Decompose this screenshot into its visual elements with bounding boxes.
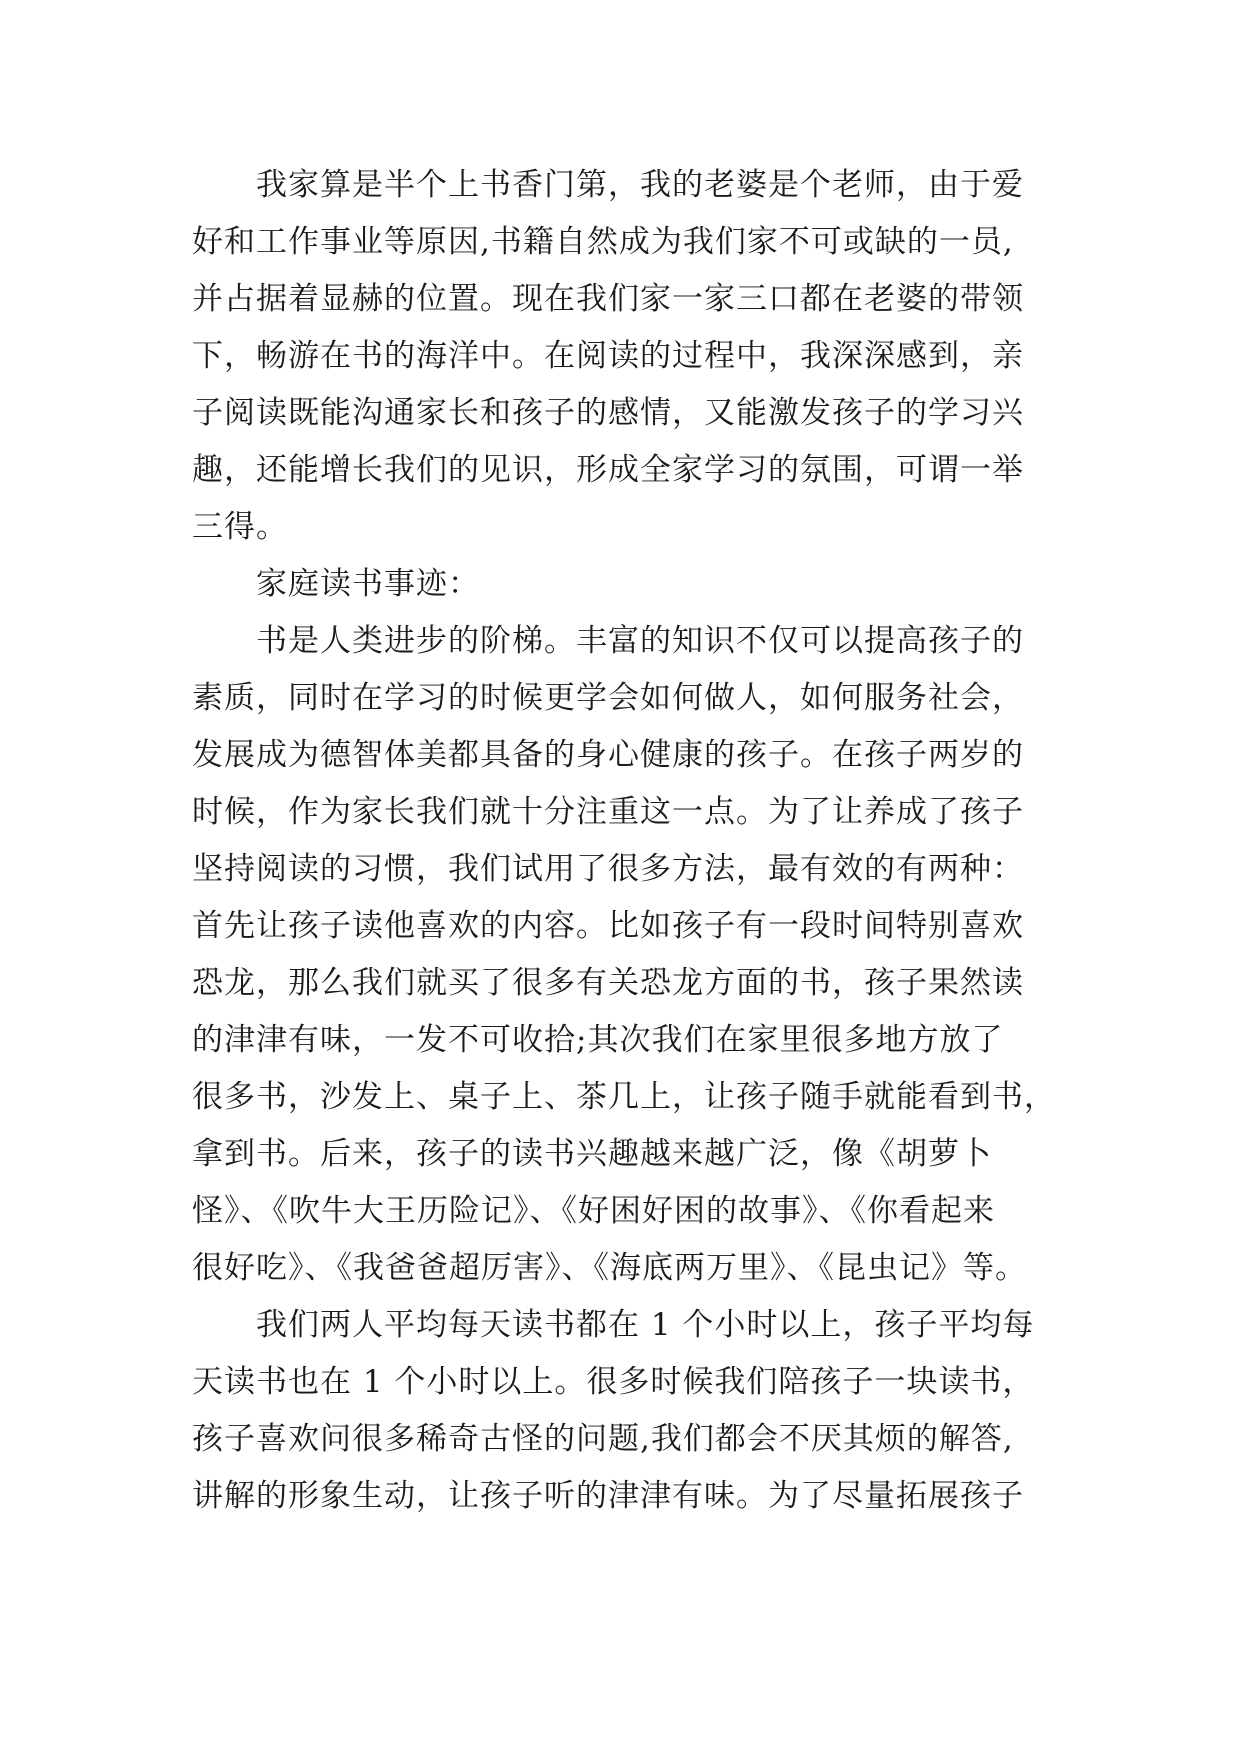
text-line: 时候，作为家长我们就十分注重这一点。为了让养成了孩子	[192, 794, 1024, 830]
text-line: 素质，同时在学习的时候更学会如何做人，如何服务社会，	[192, 680, 1024, 716]
text-line: 好和工作事业等原因,书籍自然成为我们家不可或缺的一员,	[192, 224, 1014, 260]
text-line: 我们两人平均每天读书都在 1 个小时以上，孩子平均每	[256, 1307, 1035, 1343]
text-line: 讲解的形象生动，让孩子听的津津有味。为了尽量拓展孩子	[192, 1478, 1024, 1514]
section-heading	[192, 556, 1072, 613]
text-line: 很好吃》、《我爸爸超厉害》、《海底两万里》、《昆虫记》等。	[192, 1250, 1027, 1286]
paragraph-daily-reading	[192, 1297, 1072, 1525]
text-line: 坚持阅读的习惯，我们试用了很多方法，最有效的有两种：	[192, 851, 1024, 887]
text-line: 怪》、《吹牛大王历险记》、《好困好困的故事》、《你看起来	[192, 1193, 995, 1229]
text-line: 并占据着显赫的位置。现在我们家一家三口都在老婆的带领	[192, 281, 1024, 317]
paragraph-reading-habits	[192, 613, 1072, 1297]
text-line: 天读书也在 1 个小时以上。很多时候我们陪孩子一块读书，	[192, 1364, 1035, 1400]
text-line: 书是人类进步的阶梯。丰富的知识不仅可以提高孩子的	[256, 623, 1024, 659]
paragraph-intro	[192, 157, 1072, 556]
text-line: 恐龙，那么我们就买了很多有关恐龙方面的书，孩子果然读	[192, 965, 1024, 1001]
text-line: 下，畅游在书的海洋中。在阅读的过程中，我深深感到，亲	[192, 338, 1024, 374]
text-line: 我家算是半个上书香门第，我的老婆是个老师，由于爱	[256, 167, 1024, 203]
heading-family-reading: 家庭读书事迹：	[256, 566, 480, 602]
text-line: 子阅读既能沟通家长和孩子的感情，又能激发孩子的学习兴	[192, 395, 1024, 431]
text-line: 首先让孩子读他喜欢的内容。比如孩子有一段时间特别喜欢	[192, 908, 1024, 944]
text-line: 的津津有味，一发不可收拾;其次我们在家里很多地方放了	[192, 1022, 1004, 1058]
text-line: 孩子喜欢问很多稀奇古怪的问题,我们都会不厌其烦的解答,	[192, 1421, 1014, 1457]
text-line: 很多书，沙发上、桌子上、茶几上，让孩子随手就能看到书，	[192, 1079, 1056, 1115]
text-line: 趣，还能增长我们的见识，形成全家学习的氛围，可谓一举	[192, 452, 1024, 488]
document-body	[192, 157, 1072, 1525]
text-line: 发展成为德智体美都具备的身心健康的孩子。在孩子两岁的	[192, 737, 1024, 773]
text-line: 拿到书。后来，孩子的读书兴趣越来越广泛，像《胡萝卜	[192, 1136, 992, 1172]
text-line: 三得。	[192, 509, 288, 545]
